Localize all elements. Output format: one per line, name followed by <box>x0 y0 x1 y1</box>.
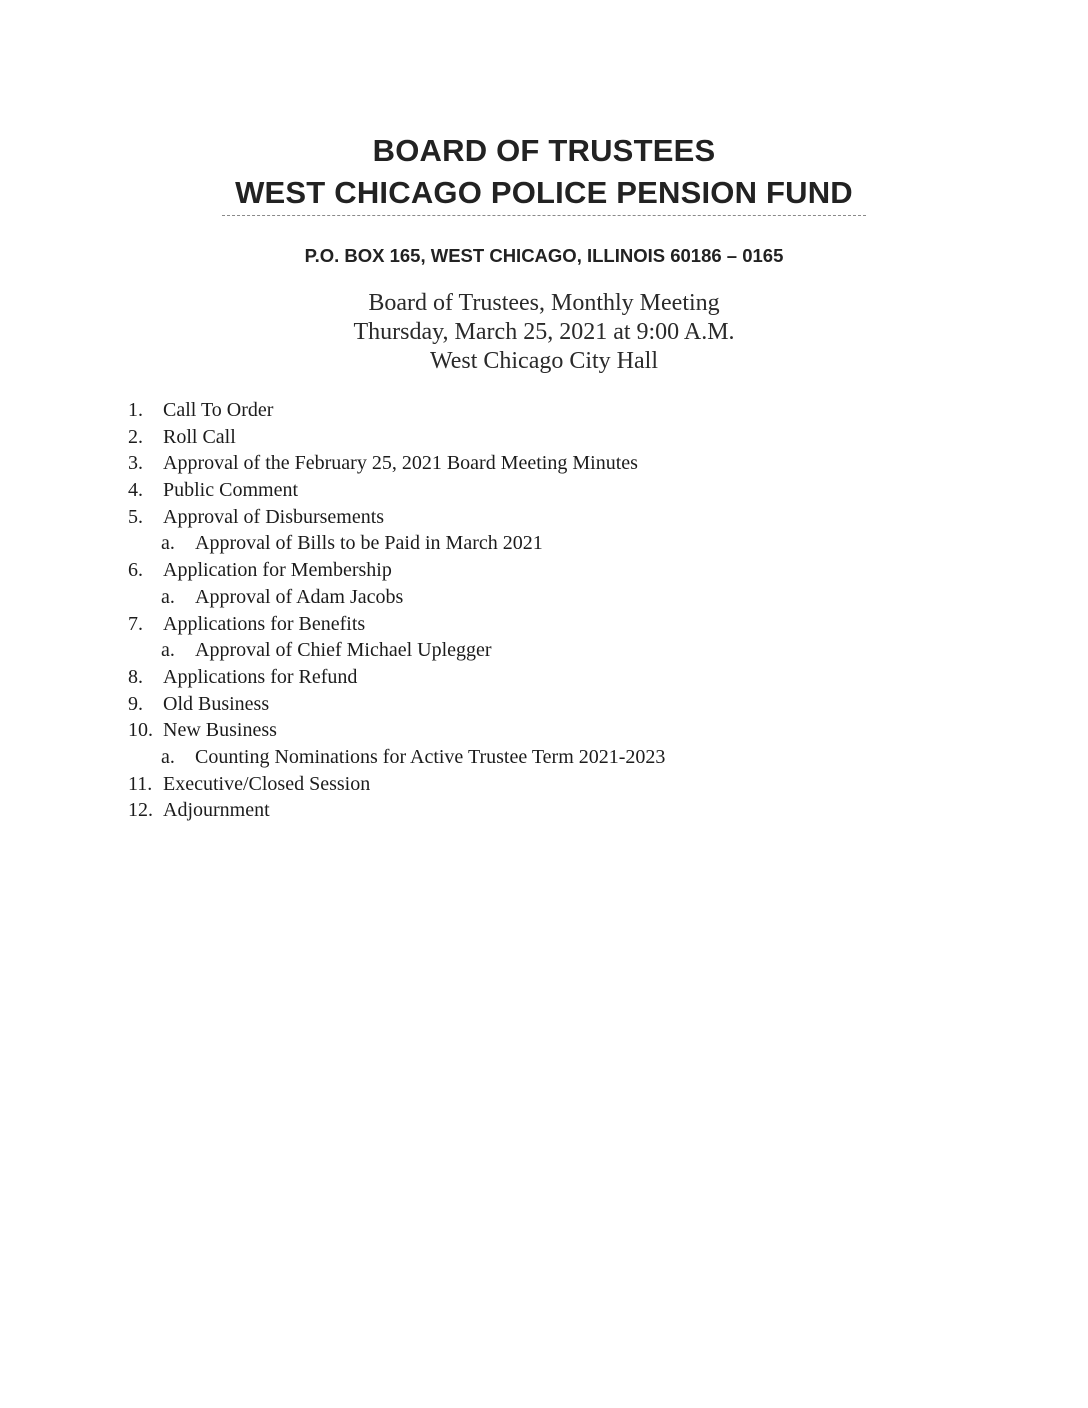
agenda-item <box>128 504 928 531</box>
agenda-item <box>128 664 928 691</box>
agenda-subitem-letter: a. <box>161 745 175 768</box>
agenda-item-label: Old Business <box>163 692 270 715</box>
agenda-item-label: Approval of Disbursements <box>163 505 385 528</box>
agenda-item <box>128 691 928 718</box>
agenda-item-number: 1. <box>128 399 143 421</box>
agenda-subitem <box>128 744 928 771</box>
agenda-item-number: 12. <box>128 799 153 822</box>
agenda-item-label: Application for Membership <box>163 559 392 582</box>
document-header <box>0 130 1088 214</box>
agenda-item-label: Applications for Refund <box>163 665 358 688</box>
agenda-subitem-letter: a. <box>161 639 175 662</box>
title-line-2: WEST CHICAGO POLICE PENSION FUND <box>235 175 853 210</box>
agenda-item-number: 11. <box>128 772 153 795</box>
agenda-item <box>128 397 928 424</box>
agenda-item <box>128 611 928 638</box>
agenda-subitem-label: Approval of Bills to be Paid in March 2021 <box>195 532 543 555</box>
agenda-subitem <box>128 584 928 611</box>
header-divider <box>222 215 866 216</box>
agenda-item <box>128 477 928 504</box>
agenda-item-number: 5. <box>128 505 143 528</box>
agenda-subitem <box>128 637 928 664</box>
agenda-item <box>128 797 928 824</box>
agenda-item <box>128 771 928 798</box>
agenda-item-number: 9. <box>128 692 143 715</box>
agenda-item-label: Approval of the February 25, 2021 Board Meeting Minutes <box>163 452 638 475</box>
agenda-subitem-letter: a. <box>161 532 175 555</box>
agenda-item <box>128 424 928 451</box>
agenda-item <box>128 717 928 744</box>
agenda-item-number: 7. <box>128 612 143 635</box>
agenda-item-label: Adjournment <box>163 799 270 822</box>
title-line-1: BOARD OF TRUSTEES <box>372 133 716 168</box>
meeting-location: West Chicago City Hall <box>429 348 659 374</box>
agenda-item-number: 2. <box>128 425 143 448</box>
agenda-subitem-label: Approval of Chief Michael Uplegger <box>195 639 492 662</box>
agenda-subitem-letter: a. <box>161 585 175 608</box>
agenda-item-number: 3. <box>128 452 143 475</box>
agenda-item-label: Roll Call <box>163 425 236 448</box>
agenda-item-number: 4. <box>128 479 143 502</box>
agenda-item-number: 8. <box>128 665 143 688</box>
meeting-datetime: Thursday, March 25, 2021 at 9:00 A.M. <box>353 319 735 345</box>
agenda-item-number: 6. <box>128 559 143 582</box>
meeting-name: Board of Trustees, Monthly Meeting <box>368 290 720 316</box>
agenda-item-label: New Business <box>163 719 277 742</box>
agenda-list <box>128 397 928 824</box>
agenda-subitem <box>128 530 928 557</box>
agenda-item-number: 10. <box>128 719 153 742</box>
agenda-item <box>128 450 928 477</box>
agenda-subitem-label: Approval of Adam Jacobs <box>195 585 404 608</box>
agenda-item-label: Call To Order <box>163 399 274 421</box>
agenda-item-label: Applications for Benefits <box>163 612 366 635</box>
agenda-item <box>128 557 928 584</box>
mailing-address: P.O. BOX 165, WEST CHICAGO, ILLINOIS 60186 – 0165 <box>304 245 784 266</box>
agenda-item-label: Public Comment <box>163 479 298 502</box>
meeting-info <box>0 289 1088 376</box>
agenda-item-label: Executive/Closed Session <box>163 772 371 795</box>
agenda-subitem-label: Counting Nominations for Active Trustee Term 2021-2023 <box>195 745 666 768</box>
